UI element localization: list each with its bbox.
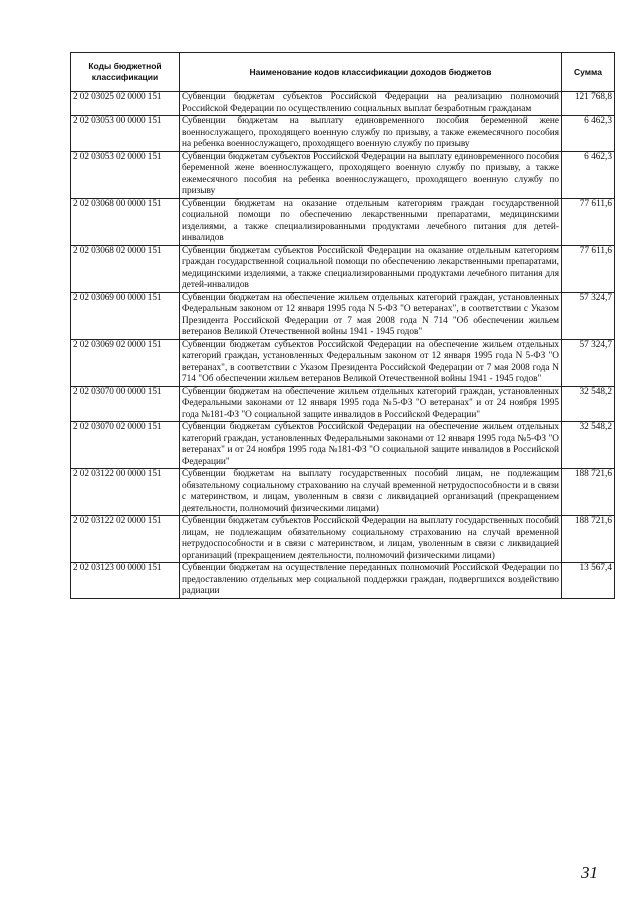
table-row (71, 92, 615, 116)
name-cell: Субвенции бюджетам субъектов Российской Федерации на выплату единовременного пособия беременной жене военнослужащего, проходящего военную службу по призыву, а также ежемесячного пособия на ребенка военнослужащего, проходящего военную службу по призыву (180, 151, 562, 198)
code-cell: 2 02 03122 02 0000 151 (71, 516, 180, 563)
name-cell: Субвенции бюджетам на обеспечение жильем отдельных категорий граждан, установленных Федеральным законом от 12 января 1995 года N 5-ФЗ "О ветеранах", в соответствии с Указом Президента Российской Федерации от 7 мая 2008 года N 714 "Об обеспечении жильем ветеранов Великой Отечественной войны 1941 - 1945 годов" (180, 292, 562, 339)
code-cell: 2 02 03025 02 0000 151 (71, 92, 180, 116)
table-row (71, 563, 615, 599)
name-cell: Субвенции бюджетам субъектов Российской Федерации на выплату государственных пособий лицам, не подлежащим обязательному социальному страхованию на случай временной нетрудоспособности и в связи с материнством, и лицам, уволенным в связи с ликвидацией организаций (прекращением деятельности, полномочий физическими лицами) (180, 516, 562, 563)
code-cell: 2 02 03070 00 0000 151 (71, 386, 180, 422)
table-row (71, 292, 615, 339)
sum-cell: 57 324,7 (562, 339, 615, 386)
name-cell: Субвенции бюджетам на осуществление переданных полномочий Российской Федерации по предоставлению отдельных мер социальной поддержки граждан, подвергшихся воздействию радиации (180, 563, 562, 599)
code-cell: 2 02 03070 02 0000 151 (71, 422, 180, 469)
name-cell: Субвенции бюджетам на выплату единовременного пособия беременной жене военнослужащего, проходящего военную службу по призыву, а также ежемесячного пособия на ребенка военнослужащего, проходящего военную службу по призыву (180, 116, 562, 152)
name-cell: Субвенции бюджетам субъектов Российской Федерации на обеспечение жильем отдельных категорий граждан, установленных Федеральными законами от 12 января 1995 года №5-ФЗ "О ветеранах" и от 24 ноября 1995 года №181-ФЗ "О социальной защите инвалидов в Российской Федерации" (180, 422, 562, 469)
sum-cell: 32 548,2 (562, 386, 615, 422)
code-cell: 2 02 03068 02 0000 151 (71, 245, 180, 292)
sum-cell: 57 324,7 (562, 292, 615, 339)
name-cell: Субвенции бюджетам субъектов Российской Федерации на реализацию полномочий Российской Федерации по осуществлению социальных выплат безработным гражданам (180, 92, 562, 116)
sum-cell: 188 721,6 (562, 469, 615, 516)
table-row (71, 116, 615, 152)
code-cell: 2 02 03053 00 0000 151 (71, 116, 180, 152)
sum-cell: 6 462,3 (562, 116, 615, 152)
name-cell: Субвенции бюджетам субъектов Российской Федерации на оказание отдельным категориям граждан государственной социальной помощи по обеспечению лекарственными препаратами, медицинскими изделиями, а также специализированными продуктами лечебного питания для детей-инвалидов (180, 245, 562, 292)
sum-cell: 32 548,2 (562, 422, 615, 469)
table-row (71, 516, 615, 563)
code-cell: 2 02 03123 00 0000 151 (71, 563, 180, 599)
code-cell: 2 02 03053 02 0000 151 (71, 151, 180, 198)
sum-cell: 121 768,8 (562, 92, 615, 116)
page-number: 31 (581, 863, 598, 882)
table-row (71, 245, 615, 292)
name-cell: Субвенции бюджетам на выплату государственных пособий лицам, не подлежащим обязательному социальному страхованию на случай временной нетрудоспособности и в связи с материнством, и лицам, уволенным в связи с ликвидацией организаций (прекращением деятельности, полномочий физическими лицами) (180, 469, 562, 516)
header-sum: Сумма (562, 53, 615, 92)
name-cell: Субвенции бюджетам на обеспечение жильем отдельных категорий граждан, установленных Федеральными законами от 12 января 1995 года №5-ФЗ "О ветеранах" и от 24 ноября 1995 года №181-ФЗ "О социальной защите инвалидов в Российской Федерации" (180, 386, 562, 422)
header-code: Коды бюджетной классификации (71, 53, 180, 92)
sum-cell: 77 611,6 (562, 198, 615, 245)
budget-classification-table (70, 52, 615, 599)
name-cell: Субвенции бюджетам субъектов Российской Федерации на обеспечение жильем отдельных категорий граждан, установленных Федеральным законом от 12 января 1995 года N 5-ФЗ "О ветеранах", в соответствии с Указом Президента Российской Федерации от 7 мая 2008 года N 714 "Об обеспечении жильем ветеранов Великой Отечественной войны 1941 - 1945 годов" (180, 339, 562, 386)
sum-cell: 77 611,6 (562, 245, 615, 292)
table-body (71, 92, 615, 599)
table-row (71, 339, 615, 386)
header-name: Наименование кодов классификации доходов бюджетов (180, 53, 562, 92)
sum-cell: 188 721,6 (562, 516, 615, 563)
code-cell: 2 02 03122 00 0000 151 (71, 469, 180, 516)
name-cell: Субвенции бюджетам на оказание отдельным категориям граждан государственной социальной помощи по обеспечению лекарственными препаратами, медицинскими изделиями, а также специализированными продуктами лечебного питания для детей-инвалидов (180, 198, 562, 245)
table-row (71, 469, 615, 516)
table-row (71, 386, 615, 422)
code-cell: 2 02 03069 00 0000 151 (71, 292, 180, 339)
sum-cell: 6 462,3 (562, 151, 615, 198)
table-row (71, 198, 615, 245)
sum-cell: 13 567,4 (562, 563, 615, 599)
code-cell: 2 02 03069 02 0000 151 (71, 339, 180, 386)
table-row (71, 151, 615, 198)
code-cell: 2 02 03068 00 0000 151 (71, 198, 180, 245)
table-header-row (71, 53, 615, 92)
table-row (71, 422, 615, 469)
